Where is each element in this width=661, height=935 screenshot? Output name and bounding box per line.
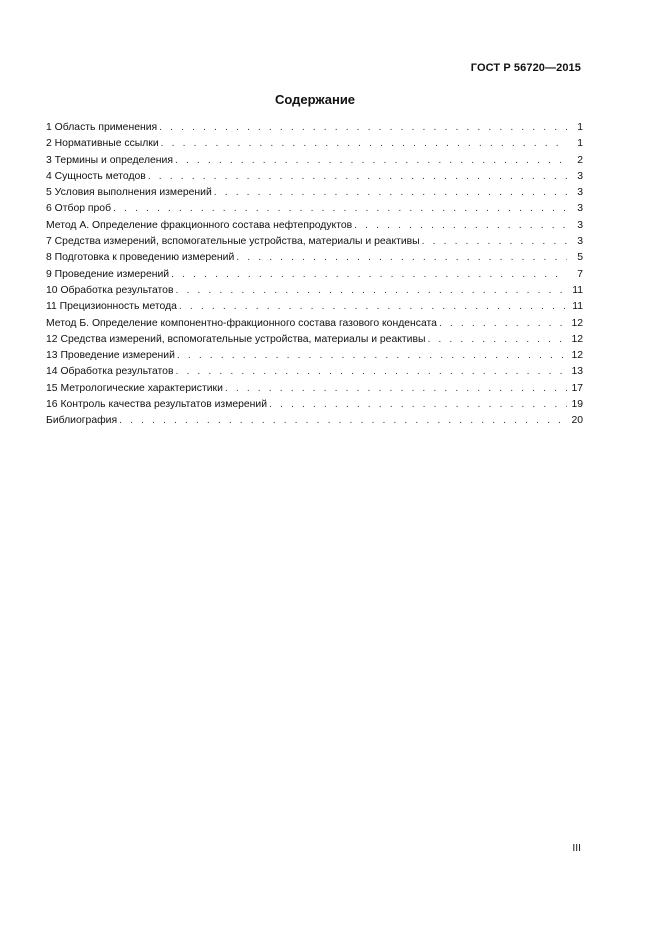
toc-entry[interactable]: [46, 250, 583, 266]
dot-leader: [427, 332, 567, 348]
dot-leader: [113, 201, 567, 217]
dot-leader: [439, 316, 567, 332]
toc-entry-label: 5 Условия выполнения измерений: [46, 187, 212, 199]
dot-leader: [171, 267, 567, 283]
toc-entry[interactable]: [46, 185, 583, 201]
toc-entry-label: 7 Средства измерений, вспомогательные устройства, материалы и реактивы: [46, 236, 420, 248]
toc-entry-label: 6 Отбор проб: [46, 203, 112, 215]
dot-leader: [175, 283, 567, 299]
toc-entry-page: 3: [577, 236, 583, 248]
toc-entry-label: 16 Контроль качества результатов измерений: [46, 399, 268, 411]
toc-entry-page: 17: [571, 382, 583, 394]
dot-leader: [214, 185, 567, 201]
document-code: ГОСТ Р 56720—2015: [470, 62, 581, 74]
toc-entry-label: 11 Прецизионность метода: [46, 301, 177, 313]
toc-entry[interactable]: [46, 283, 583, 299]
dot-leader: [177, 348, 567, 364]
dot-leader: [161, 136, 567, 152]
toc-entry[interactable]: [46, 381, 583, 397]
toc-entry-label: 4 Сущность методов: [46, 170, 146, 182]
dot-leader: [354, 218, 567, 234]
toc-entry[interactable]: [46, 234, 583, 250]
toc-entry-page: 20: [571, 415, 583, 427]
toc-entry[interactable]: [46, 348, 583, 364]
toc-entry[interactable]: [46, 153, 583, 169]
toc-entry[interactable]: [46, 201, 583, 217]
toc-title: Содержание: [274, 92, 356, 107]
toc-entry-page: 12: [571, 333, 583, 345]
dot-leader: [159, 120, 567, 136]
toc-entry[interactable]: [46, 413, 583, 429]
toc-entry-page: 1: [577, 122, 583, 133]
toc-entry-page: 11: [572, 284, 583, 296]
toc-entry-page: 3: [577, 203, 583, 215]
dot-leader: [119, 413, 567, 429]
toc-entry[interactable]: [46, 397, 583, 413]
page-number: III: [572, 843, 581, 854]
toc-entry-label: 10 Обработка результатов: [46, 284, 174, 296]
dot-leader: [148, 169, 567, 185]
toc-entry-page: 13: [571, 366, 583, 378]
toc-entry-label: 1 Область применения: [46, 122, 158, 133]
toc-entry-label: Метод А. Определение фракционного состава нефтепродуктов: [46, 219, 353, 231]
toc-entry-label: 13 Проведение измерений: [46, 350, 175, 362]
toc-entry-page: 7: [577, 268, 583, 280]
toc-entry[interactable]: [46, 120, 583, 136]
dot-leader: [236, 250, 567, 266]
toc-entry[interactable]: [46, 332, 583, 348]
toc-entry-page: 3: [577, 170, 583, 182]
toc-entry-label: 3 Термины и определения: [46, 154, 173, 166]
toc-entry-label: 8 Подготовка к проведению измерений: [46, 252, 235, 264]
toc-entry[interactable]: [46, 267, 583, 283]
toc-entry-label: Метод Б. Определение компонентно-фракционного состава газового конденсата: [46, 317, 437, 329]
toc-entry-label: 14 Обработка результатов: [46, 366, 174, 378]
toc-entry-page: 11: [572, 301, 583, 313]
toc-entry[interactable]: [46, 316, 583, 332]
toc-entry-page: 19: [571, 399, 583, 411]
toc-entry[interactable]: [46, 364, 583, 380]
table-of-contents: [46, 120, 583, 430]
toc-entry-page: 3: [577, 187, 583, 199]
toc-entry-page: 5: [577, 252, 583, 264]
toc-entry-page: 12: [571, 350, 583, 362]
toc-entry[interactable]: [46, 169, 583, 185]
dot-leader: [175, 153, 567, 169]
toc-entry-page: 1: [577, 138, 583, 150]
toc-entry-label: 12 Средства измерений, вспомогательные устройства, материалы и реактивы: [46, 333, 426, 345]
toc-entry-label: Библиография: [46, 415, 118, 427]
toc-entry[interactable]: [46, 218, 583, 234]
toc-entry[interactable]: [46, 299, 583, 315]
dot-leader: [225, 381, 567, 397]
toc-entry-page: 3: [577, 219, 583, 231]
dot-leader: [179, 299, 567, 315]
toc-entry-label: 2 Нормативные ссылки: [46, 138, 159, 150]
toc-entry-label: 15 Метрологические характеристики: [46, 382, 223, 394]
toc-entry-page: 2: [577, 154, 583, 166]
dot-leader: [422, 234, 567, 250]
toc-entry[interactable]: [46, 136, 583, 152]
dot-leader: [175, 364, 567, 380]
dot-leader: [269, 397, 567, 413]
toc-entry-label: 9 Проведение измерений: [46, 268, 170, 280]
toc-entry-page: 12: [571, 317, 583, 329]
